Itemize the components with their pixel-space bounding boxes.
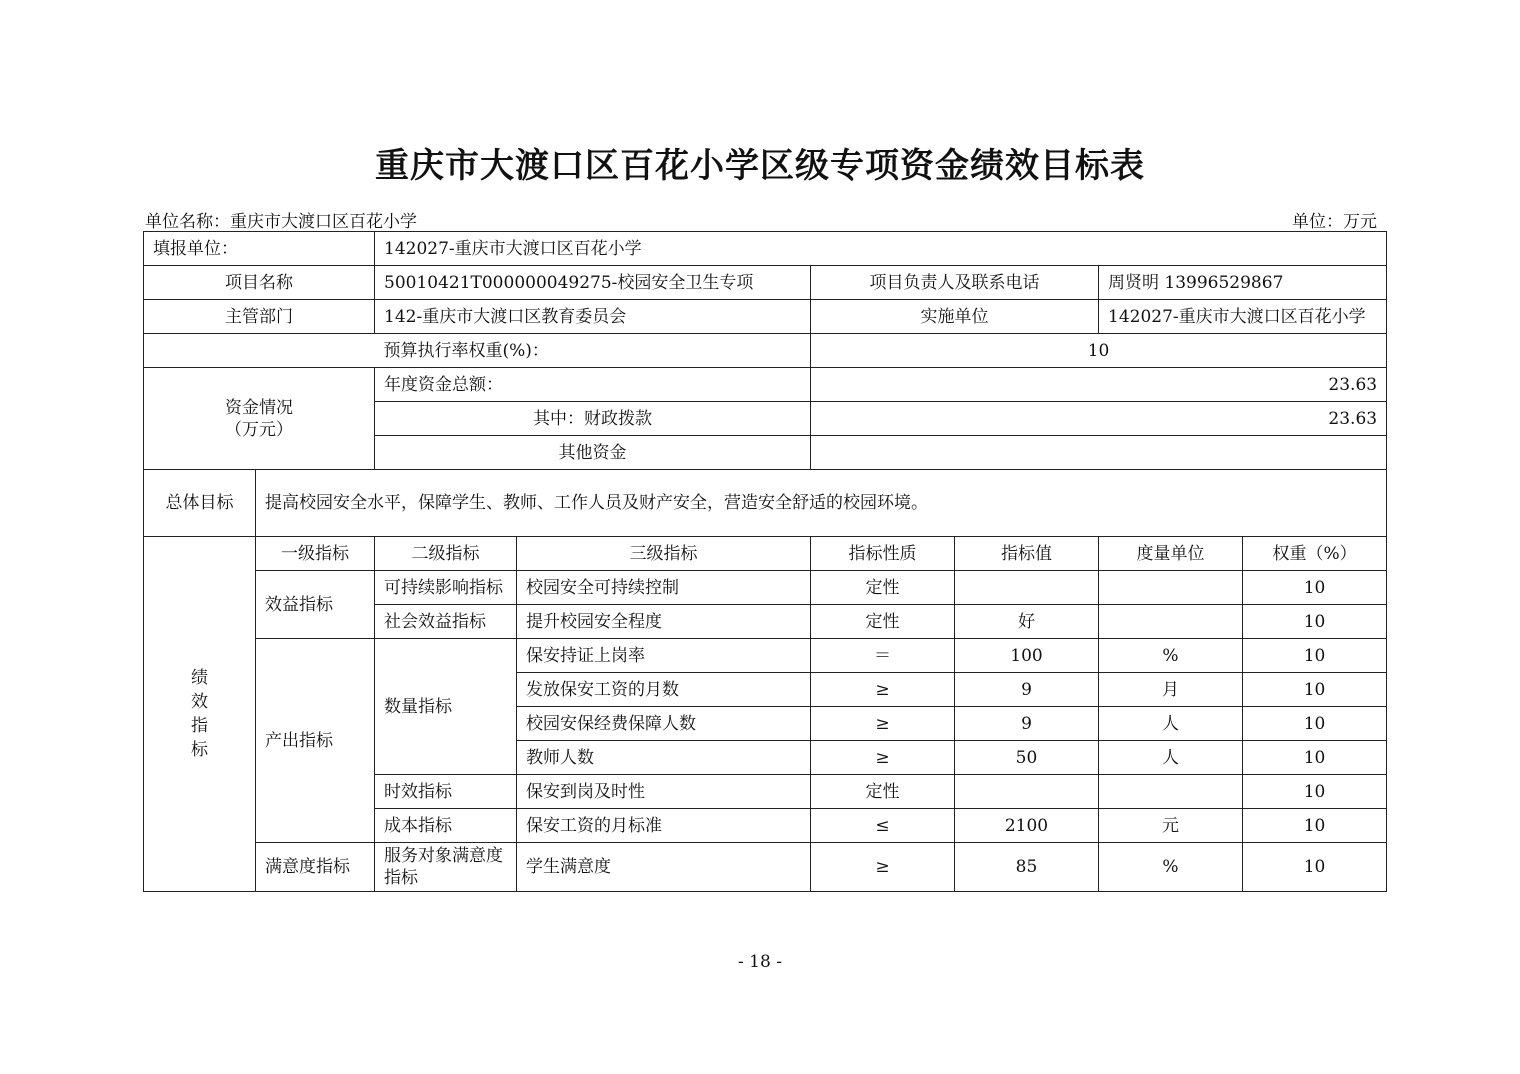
level3-cell: 保安工资的月标准 <box>517 809 811 843</box>
header-level1: 一级指标 <box>256 537 375 571</box>
nature-cell: ＝ <box>811 639 955 673</box>
group-output: 产出指标 <box>256 639 375 843</box>
nature-cell: ≥ <box>811 741 955 775</box>
group-benefit: 效益指标 <box>256 571 375 639</box>
value-cell: 85 <box>955 843 1099 892</box>
perf-side-char: 指 <box>191 716 208 736</box>
header-nature: 指标性质 <box>811 537 955 571</box>
funds-other-label: 其他资金 <box>375 436 811 470</box>
nature-cell: 定性 <box>811 571 955 605</box>
budget-rate-spacer <box>144 334 375 368</box>
project-name-value: 50010421T000000049275-校园安全卫生专项 <box>375 266 811 300</box>
nature-cell: 定性 <box>811 775 955 809</box>
nature-cell: ≥ <box>811 707 955 741</box>
nature-cell: ≥ <box>811 843 955 892</box>
level2-service: 服务对象满意度指标 <box>375 843 517 892</box>
value-cell: 2100 <box>955 809 1099 843</box>
level3-cell: 教师人数 <box>517 741 811 775</box>
level3-cell: 保安持证上岗率 <box>517 639 811 673</box>
header-unit: 度量单位 <box>1099 537 1243 571</box>
header-level2: 二级指标 <box>375 537 517 571</box>
unit-cell: % <box>1099 843 1243 892</box>
weight-cell: 10 <box>1243 707 1387 741</box>
unit-cell: 元 <box>1099 809 1243 843</box>
budget-rate-label: 预算执行率权重(%)： <box>375 334 811 368</box>
level2-social: 社会效益指标 <box>375 605 517 639</box>
impl-value: 142027-重庆市大渡口区百花小学 <box>1099 300 1387 334</box>
nature-cell: ≥ <box>811 673 955 707</box>
level3-cell: 校园安全可持续控制 <box>517 571 811 605</box>
unit-cell <box>1099 605 1243 639</box>
perf-side-char: 标 <box>191 740 208 760</box>
fill-unit-label: 填报单位： <box>144 232 375 266</box>
perf-side-char: 绩 <box>191 668 208 688</box>
value-cell: 9 <box>955 707 1099 741</box>
impl-label: 实施单位 <box>811 300 1099 334</box>
dept-label: 主管部门 <box>144 300 375 334</box>
weight-cell: 10 <box>1243 809 1387 843</box>
unit-cell <box>1099 775 1243 809</box>
goal-label: 总体目标 <box>144 470 256 537</box>
weight-cell: 10 <box>1243 605 1387 639</box>
level2-sustain: 可持续影响指标 <box>375 571 517 605</box>
fill-unit-value: 142027-重庆市大渡口区百花小学 <box>375 232 1387 266</box>
header-weight: 权重（%） <box>1243 537 1387 571</box>
level3-cell: 校园安保经费保障人数 <box>517 707 811 741</box>
funds-label-line2: （万元） <box>225 419 293 440</box>
value-cell <box>955 571 1099 605</box>
page-number: - 18 - <box>738 952 782 972</box>
funds-fiscal-label: 其中：财政拨款 <box>375 402 811 436</box>
unit-measure: 单位：万元 <box>1292 212 1377 232</box>
dept-value: 142-重庆市大渡口区教育委员会 <box>375 300 811 334</box>
group-satisfaction: 满意度指标 <box>256 843 375 892</box>
funds-label-line1: 资金情况 <box>225 397 293 418</box>
value-cell: 50 <box>955 741 1099 775</box>
nature-cell: 定性 <box>811 605 955 639</box>
table-row <box>144 843 1387 892</box>
funds-fiscal-value: 23.63 <box>811 402 1387 436</box>
value-cell <box>955 775 1099 809</box>
unit-cell: % <box>1099 639 1243 673</box>
level3-cell: 学生满意度 <box>517 843 811 892</box>
level3-cell: 保安到岗及时性 <box>517 775 811 809</box>
level2-quantity: 数量指标 <box>375 639 517 775</box>
funds-other-value <box>811 436 1387 470</box>
table-row <box>144 571 1387 605</box>
unit-name: 单位名称：重庆市大渡口区百花小学 <box>145 212 417 232</box>
header-value: 指标值 <box>955 537 1099 571</box>
weight-cell: 10 <box>1243 639 1387 673</box>
page-title: 重庆市大渡口区百花小学区级专项资金绩效目标表 <box>375 146 1145 186</box>
level2-cost: 成本指标 <box>375 809 517 843</box>
unit-cell: 人 <box>1099 741 1243 775</box>
weight-cell: 10 <box>1243 775 1387 809</box>
unit-cell: 月 <box>1099 673 1243 707</box>
weight-cell: 10 <box>1243 843 1387 892</box>
weight-cell: 10 <box>1243 741 1387 775</box>
goal-text: 提高校园安全水平，保障学生、教师、工作人员及财产安全，营造安全舒适的校园环境。 <box>256 470 1387 537</box>
contact-label: 项目负责人及联系电话 <box>811 266 1099 300</box>
performance-target-table <box>143 231 1387 892</box>
unit-row <box>145 207 1377 232</box>
value-cell: 100 <box>955 639 1099 673</box>
budget-rate-value: 10 <box>811 334 1387 368</box>
perf-side-char: 效 <box>191 692 208 712</box>
table-row <box>144 639 1387 673</box>
level3-cell: 提升校园安全程度 <box>517 605 811 639</box>
header-level3: 三级指标 <box>517 537 811 571</box>
level3-cell: 发放保安工资的月数 <box>517 673 811 707</box>
weight-cell: 10 <box>1243 571 1387 605</box>
unit-cell <box>1099 571 1243 605</box>
project-name-label: 项目名称 <box>144 266 375 300</box>
funds-label <box>144 368 375 470</box>
level2-timeliness: 时效指标 <box>375 775 517 809</box>
funds-total-value: 23.63 <box>811 368 1387 402</box>
value-cell: 好 <box>955 605 1099 639</box>
perf-side-label <box>144 537 256 892</box>
funds-total-label: 年度资金总额： <box>375 368 811 402</box>
nature-cell: ≤ <box>811 809 955 843</box>
unit-cell: 人 <box>1099 707 1243 741</box>
weight-cell: 10 <box>1243 673 1387 707</box>
contact-value: 周贤明 13996529867 <box>1099 266 1387 300</box>
value-cell: 9 <box>955 673 1099 707</box>
